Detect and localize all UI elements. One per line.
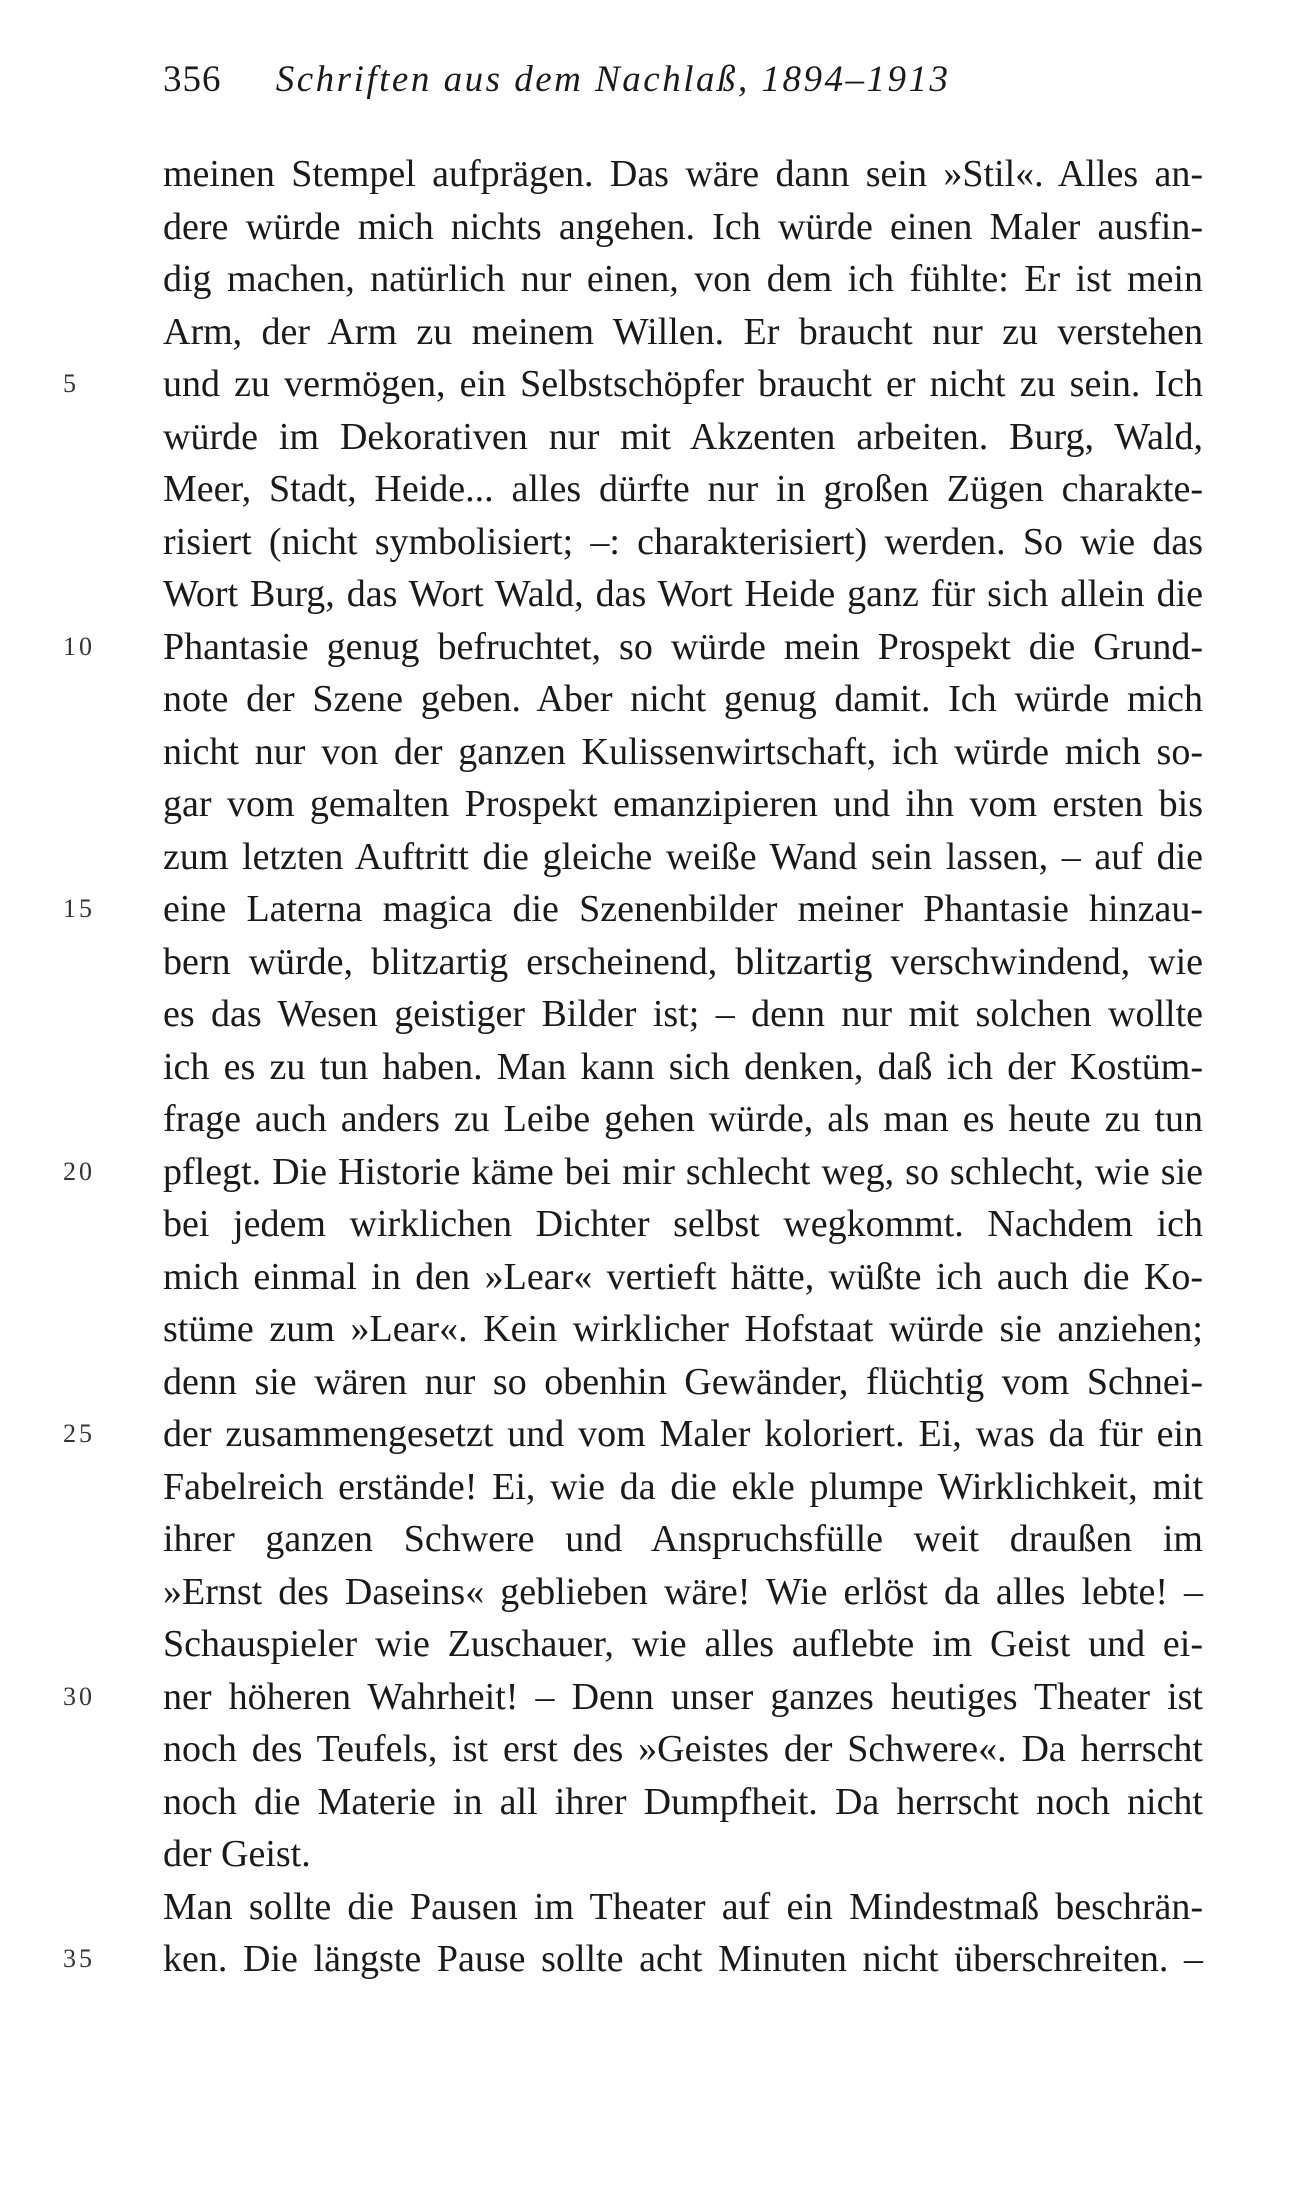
page-number: 356 (163, 59, 222, 100)
line-text: Man sollte die Pausen im Theater auf ein Mindestmaß beschrän- (163, 1885, 1203, 1928)
line-text: zum letzten Auftritt die gleiche weiße Wand sein lassen, – auf die (163, 835, 1203, 878)
text-line (63, 1408, 1203, 1461)
text-line (163, 778, 1203, 831)
text-line (163, 1723, 1203, 1776)
line-text: frage auch anders zu Leibe gehen würde, als man es heute zu tun (163, 1098, 1203, 1140)
line-text: Meer, Stadt, Heide... alles dürfte nur in großen Zügen charakte- (163, 468, 1203, 510)
line-text: bei jedem wirklichen Dichter selbst wegkommt. Nachdem ich (163, 1203, 1203, 1245)
text-line (163, 253, 1203, 306)
line-text: bern würde, blitzartig erscheinend, blitzartig verschwindend, wie (163, 940, 1203, 983)
text-line (163, 1566, 1203, 1619)
text-line (63, 1671, 1203, 1724)
text-line (163, 673, 1203, 726)
line-text: es das Wesen geistiger Bilder ist; – denn nur mit solchen wollte (163, 993, 1203, 1035)
text-line (163, 568, 1203, 621)
line-text: nicht nur von der ganzen Kulissenwirtschaft, ich würde mich so- (163, 730, 1203, 773)
line-text: eine Laterna magica die Szenenbilder meiner Phantasie hinzau- (163, 888, 1203, 930)
text-line (163, 463, 1203, 516)
page-header (163, 58, 951, 101)
line-text: stüme zum »Lear«. Kein wirklicher Hofstaat würde sie anziehen; (163, 1308, 1203, 1350)
text-line (163, 306, 1203, 359)
text-line (163, 1513, 1203, 1566)
line-text: ich es zu tun haben. Man kann sich denken, daß ich der Kostüm- (163, 1045, 1203, 1088)
text-line (163, 988, 1203, 1041)
text-line (63, 883, 1203, 936)
text-line (163, 411, 1203, 464)
text-line (163, 1041, 1203, 1094)
line-text: Arm, der Arm zu meinem Willen. Er braucht nur zu verstehen (163, 310, 1203, 353)
line-text: gar vom gemalten Prospekt emanzipieren und ihn vom ersten bis (163, 783, 1203, 825)
line-number: 25 (63, 1419, 95, 1448)
text-line (163, 726, 1203, 779)
line-text: dere würde mich nichts angehen. Ich würde einen Maler ausfin- (163, 205, 1203, 248)
line-number: 35 (63, 1944, 95, 1973)
line-number: 20 (63, 1156, 95, 1186)
text-line (163, 936, 1203, 989)
line-text: risiert (nicht symbolisiert; –: charakterisiert) werden. So wie das (163, 520, 1203, 563)
text-line (163, 1093, 1203, 1146)
line-text: Fabelreich erstände! Ei, wie da die ekle plumpe Wirklichkeit, mit (163, 1465, 1203, 1508)
text-line (63, 621, 1203, 674)
line-number: 10 (63, 631, 95, 661)
line-text: und zu vermögen, ein Selbstschöpfer braucht er nicht zu sein. Ich (163, 363, 1203, 405)
line-text: noch die Materie in all ihrer Dumpfheit. Da herrscht noch nicht (163, 1780, 1203, 1823)
line-text: pflegt. Die Historie käme bei mir schlecht weg, so schlecht, wie sie (163, 1150, 1203, 1193)
text-line (163, 1881, 1203, 1934)
text-line (63, 1933, 1203, 1986)
line-text: note der Szene geben. Aber nicht genug damit. Ich würde mich (163, 678, 1203, 720)
text-line (163, 1356, 1203, 1409)
text-line (63, 1146, 1203, 1199)
text-line (163, 1618, 1203, 1671)
text-line (163, 1303, 1203, 1356)
text-line (63, 358, 1203, 411)
line-text: dig machen, natürlich nur einen, von dem ich fühlte: Er ist mein (163, 258, 1203, 300)
text-line (163, 1251, 1203, 1304)
line-text: ihrer ganzen Schwere und Anspruchsfülle weit draußen im (163, 1518, 1203, 1560)
text-line (163, 1198, 1203, 1251)
line-text: würde im Dekorativen nur mit Akzenten arbeiten. Burg, Wald, (163, 415, 1203, 458)
text-line (163, 1776, 1203, 1829)
line-text: denn sie wären nur so obenhin Gewänder, flüchtig vom Schnei- (163, 1360, 1203, 1403)
text-line (163, 1461, 1203, 1514)
text-line (163, 1828, 1203, 1881)
line-number: 5 (63, 369, 79, 398)
line-text: ken. Die längste Pause sollte acht Minuten nicht überschreiten. – (163, 1938, 1203, 1980)
text-line (163, 148, 1203, 201)
line-number: 15 (63, 894, 95, 923)
line-text: noch des Teufels, ist erst des »Geistes der Schwere«. Da herrscht (163, 1728, 1203, 1770)
line-text: »Ernst des Daseins« geblieben wäre! Wie erlöst da alles lebte! – (163, 1570, 1203, 1613)
running-title: Schriften aus dem Nachlaß, 1894–1913 (275, 59, 951, 100)
line-text: meinen Stempel aufprägen. Das wäre dann sein »Stil«. Alles an- (163, 153, 1203, 195)
text-line (163, 516, 1203, 569)
line-text: mich einmal in den »Lear« vertieft hätte, wüßte ich auch die Ko- (163, 1255, 1203, 1298)
text-line (163, 201, 1203, 254)
line-text: Wort Burg, das Wort Wald, das Wort Heide ganz für sich allein die (163, 573, 1203, 615)
line-text: der zusammengesetzt und vom Maler koloriert. Ei, was da für ein (163, 1413, 1203, 1455)
line-text: Schauspieler wie Zuschauer, wie alles auflebte im Geist und ei- (163, 1623, 1203, 1665)
text-line (163, 831, 1203, 884)
body-text (63, 148, 1203, 1986)
line-text: der Geist. (163, 1833, 311, 1875)
line-text: ner höheren Wahrheit! – Denn unser ganzes heutiges Theater ist (163, 1675, 1203, 1718)
line-number: 30 (63, 1681, 95, 1711)
line-text: Phantasie genug befruchtet, so würde mein Prospekt die Grund- (163, 625, 1203, 668)
